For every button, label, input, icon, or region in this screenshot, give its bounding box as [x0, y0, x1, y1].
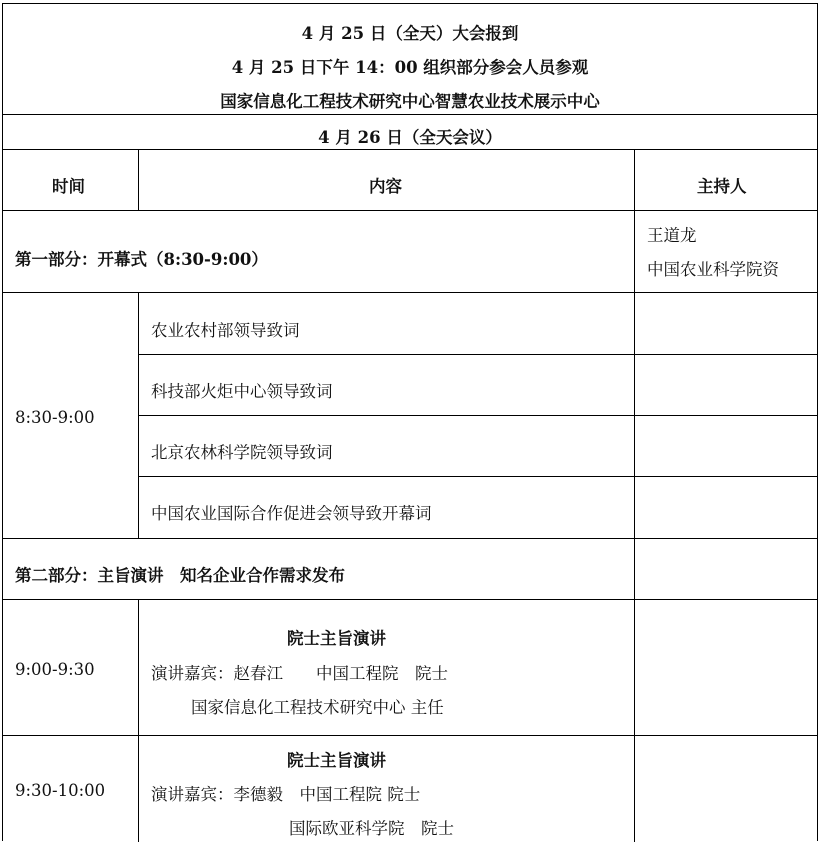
agenda-table	[2, 3, 818, 841]
part1-time: 8:30-9:00	[15, 408, 95, 427]
session-title: 院士主旨演讲	[287, 629, 386, 648]
column-header-content: 内容	[369, 177, 402, 196]
part2-title: 第二部分：主旨演讲 知名企业合作需求发布	[15, 566, 345, 585]
column-header-time: 时间	[52, 177, 85, 196]
row-divider	[138, 354, 817, 355]
row-divider	[3, 599, 817, 600]
column-divider	[138, 599, 139, 842]
header-line-1: 4 月 25 日（全天）大会报到	[301, 24, 519, 43]
column-divider	[138, 149, 139, 210]
part1-host-org: 中国农业科学院资	[647, 260, 779, 279]
session-time: 9:00-9:30	[15, 660, 95, 679]
session-speaker: 演讲嘉宾：李德毅 中国工程院 院士	[151, 785, 421, 804]
header-line-3: 国家信息化工程技术研究中心智慧农业技术展示中心	[220, 92, 600, 111]
part1-item: 农业农村部领导致词	[151, 321, 300, 340]
part1-item: 科技部火炬中心领导致词	[151, 382, 333, 401]
day2-title: 4 月 26 日（全天会议）	[318, 128, 502, 147]
row-divider	[3, 538, 817, 539]
column-divider	[634, 210, 635, 292]
session-title: 院士主旨演讲	[287, 751, 386, 770]
row-divider	[138, 415, 817, 416]
column-divider	[634, 599, 635, 842]
column-divider	[138, 292, 139, 538]
column-divider	[634, 149, 635, 210]
row-divider	[3, 735, 817, 736]
row-divider	[138, 476, 817, 477]
header-line-2: 4 月 25 日下午 14：00 组织部分参会人员参观	[231, 58, 589, 77]
part1-item: 中国农业国际合作促进会领导致开幕词	[151, 504, 432, 523]
row-divider	[3, 210, 817, 211]
part1-host-name: 王道龙	[647, 226, 697, 245]
column-header-host: 主持人	[697, 177, 747, 196]
part1-title: 第一部分：开幕式（8:30-9:00）	[15, 250, 268, 269]
row-divider	[3, 149, 817, 150]
row-divider	[3, 292, 817, 293]
session-speaker-org: 国际欧亚科学院 院士	[289, 819, 454, 838]
column-divider	[634, 292, 635, 538]
session-speaker-org: 国家信息化工程技术研究中心 主任	[191, 698, 444, 717]
part1-item: 北京农林科学院领导致词	[151, 443, 333, 462]
row-divider	[3, 114, 817, 115]
session-speaker: 演讲嘉宾：赵春江 中国工程院 院士	[151, 664, 448, 683]
column-divider	[634, 538, 635, 599]
session-time: 9:30-10:00	[15, 781, 106, 800]
